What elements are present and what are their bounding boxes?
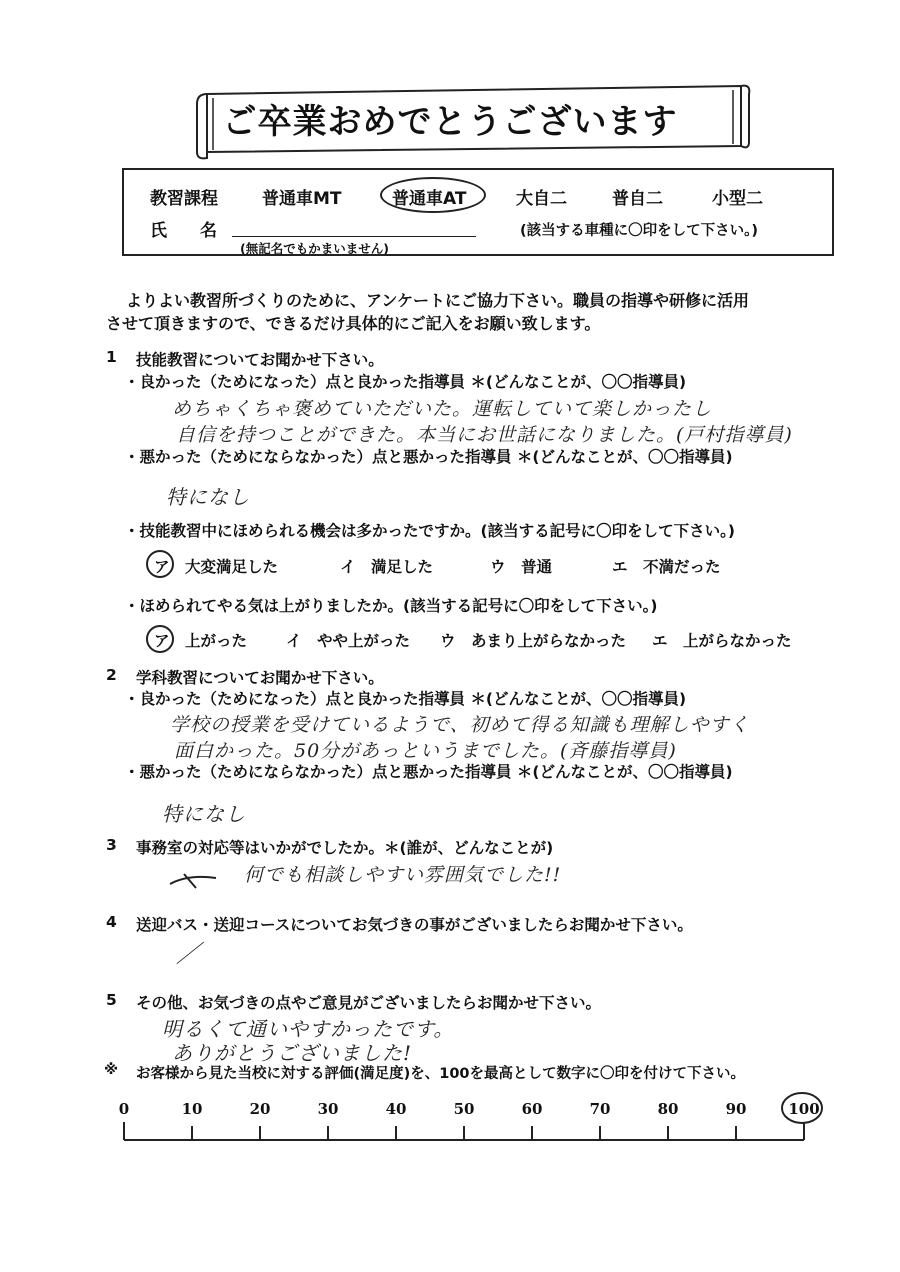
q1-bad-answer: 特になし	[166, 485, 250, 509]
rating-label-40[interactable]: 40	[385, 1100, 407, 1118]
course-label: 教習課程	[150, 189, 218, 209]
name-label: 氏 名	[150, 221, 225, 241]
rating-label-20[interactable]: 20	[249, 1100, 271, 1118]
q1-bad-prompt: ・悪かった（ためにならなかった）点と悪かった指導員 ＊(どんなことが、〇〇指導員)	[124, 448, 733, 466]
rating-label-90[interactable]: 90	[725, 1100, 747, 1118]
q4-number: 4	[106, 913, 117, 931]
q1-praise-option-u[interactable]: ウ 普通	[490, 558, 553, 576]
course-option-small-moto[interactable]: 小型二	[712, 189, 763, 209]
q1-good-answer-2: 自信を持つことができた。本当にお世話になりました。(戸村指導員)	[176, 424, 793, 446]
course-instruction: (該当する車種に〇印をして下さい。)	[520, 223, 759, 239]
q2-good-answer-2: 面白かった。50分があっというまでした。(斉藤指導員)	[174, 740, 677, 762]
intro-line-2: させて頂きますので、できるだけ具体的にご記入をお願い致します。	[106, 314, 601, 333]
q2-good-prompt: ・良かった（ためになった）点と良かった指導員 ＊(どんなことが、〇〇指導員)	[124, 690, 687, 708]
course-option-moto[interactable]: 普自二	[612, 189, 663, 209]
q3-title: 事務室の対応等はいかがでしたか。＊(誰が、どんなことが)	[136, 839, 554, 857]
q2-good-answer-1: 学校の授業を受けているようで、初めて得る知識も理解しやすく	[170, 714, 750, 736]
q5-answer-2: ありがとうございました!	[172, 1041, 413, 1065]
q3-number: 3	[106, 836, 117, 854]
rating-label-30[interactable]: 30	[317, 1100, 339, 1118]
q2-bad-answer: 特になし	[162, 802, 246, 826]
course-option-mt[interactable]: 普通車MT	[262, 189, 342, 209]
q5-title: その他、お気づきの点やご意見がございましたらお聞かせ下さい。	[136, 994, 602, 1012]
q5-number: 5	[106, 991, 117, 1009]
q1-title: 技能教習についてお聞かせ下さい。	[136, 351, 384, 369]
q4-title: 送迎バス・送迎コースについてお気づきの事がございましたらお聞かせ下さい。	[136, 916, 693, 934]
rating-label-80[interactable]: 80	[657, 1100, 679, 1118]
q1-praise-prompt: ・技能教習中にほめられる機会は多かったですか。(該当する記号に〇印をして下さい。)	[124, 522, 735, 540]
q1-number: 1	[106, 348, 117, 366]
q1-motivation-option-u[interactable]: ウ あまり上がらなかった	[440, 632, 627, 650]
q4-answer: ／	[176, 940, 201, 968]
q1-praise-option-i[interactable]: イ 満足した	[340, 558, 434, 576]
q1-motivation-option-i[interactable]: イ やや上がった	[286, 632, 411, 650]
rating-label-60[interactable]: 60	[521, 1100, 543, 1118]
q1-motivation-option-a[interactable]: ア 上がった	[154, 632, 248, 650]
q2-title: 学科教習についてお聞かせ下さい。	[136, 669, 384, 687]
q2-bad-prompt: ・悪かった（ためにならなかった）点と悪かった指導員 ＊(どんなことが、〇〇指導員)	[124, 763, 733, 781]
rating-label-70[interactable]: 70	[589, 1100, 611, 1118]
rating-mark: ※	[104, 1062, 119, 1078]
course-option-large-moto[interactable]: 大自二	[516, 189, 567, 209]
q1-praise-option-e[interactable]: エ 不満だった	[612, 558, 721, 576]
name-note: (無記名でもかまいません)	[240, 241, 389, 256]
q1-good-answer-1: めちゃくちゃ褒めていただいた。運転していて楽しかったし	[172, 398, 713, 420]
q5-answer-1: 明るくて通いやすかったです。	[162, 1017, 455, 1041]
rating-label-10[interactable]: 10	[181, 1100, 203, 1118]
rating-prompt: お客様から見た当校に対する評価(満足度)を、100を最高として数字に〇印を付けて下さい。	[136, 1066, 746, 1082]
q1-good-prompt: ・良かった（ためになった）点と良かった指導員 ＊(どんなことが、〇〇指導員)	[124, 373, 687, 391]
q3-answer: 何でも相談しやすい雰囲気でした!!	[244, 864, 562, 886]
rating-label-50[interactable]: 50	[453, 1100, 475, 1118]
q1-praise-option-a[interactable]: ア 大変満足した	[154, 558, 279, 576]
q2-number: 2	[106, 666, 117, 684]
intro-line-1: よりよい教習所づくりのために、アンケートにご協力下さい。職員の指導や研修に活用	[126, 291, 750, 310]
rating-label-0[interactable]: 0	[118, 1100, 130, 1118]
q1-motivation-option-e[interactable]: エ 上がらなかった	[652, 632, 792, 650]
rating-label-100[interactable]: 100	[788, 1100, 820, 1118]
page-title: ご卒業おめでとうございます	[222, 102, 678, 142]
course-option-at[interactable]: 普通車AT	[392, 189, 467, 209]
q1-motivation-prompt: ・ほめられてやる気は上がりましたか。(該当する記号に〇印をして下さい。)	[124, 597, 658, 615]
